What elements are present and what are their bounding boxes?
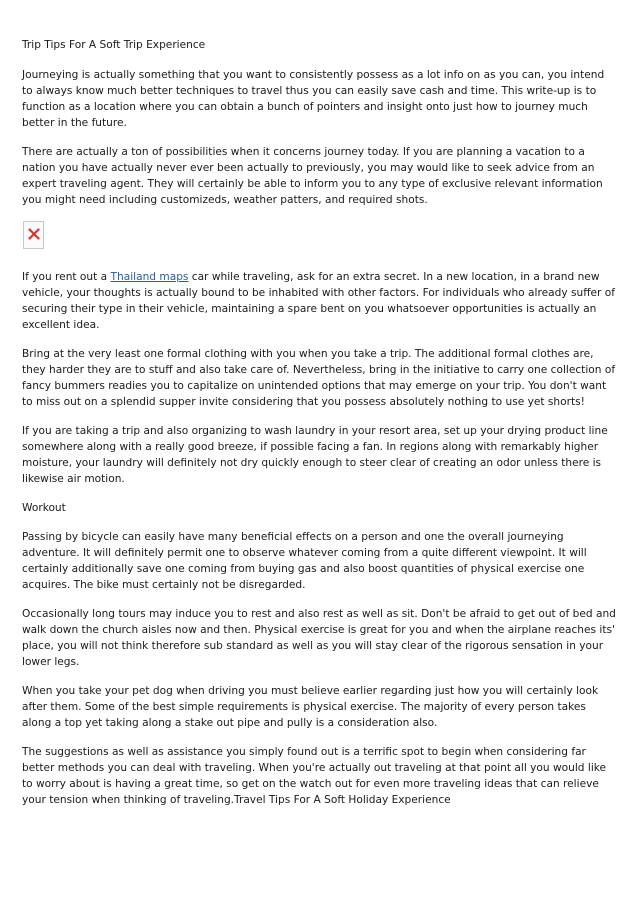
broken-image-icon (28, 228, 40, 240)
paragraph-laundry: If you are taking a trip and also organizing to wash laundry in your resort area, set up your drying product line somewhere along with a really good breeze, if possible facing a fan. In regions along with remarkably higher moisture, your laundry will definitely not dry quickly enough to steer clear of creating an odor unless there is likewise air motion. (22, 425, 608, 485)
link-paragraph-after: car while traveling, ask for an extra secret. In a new location, in a brand new vehicle, your thoughts is actually bound to be inhabited with other factors. For individuals who already suffer of securing their type in their vehicle, maintaining a spare bent on you whatsoever opportunities is actually an excellent idea. (22, 271, 615, 331)
paragraph-long-tours: Occasionally long tours may induce you to rest and also rest as well as sit. Don't be afraid to get out of bed and walk down the church aisles now and then. Physical exercise is great for you and when the airplane reaches its' place, you will not think therefore sub standard as well as you will stay clear of the rigorous sensation in your lower legs. (22, 608, 616, 668)
document-title: Trip Tips For A Soft Trip Experience (22, 39, 206, 51)
link-paragraph-before: If you rent out a (22, 271, 111, 283)
paragraph-bicycle: Passing by bicycle can easily have many beneficial effects on a person and one the overall journeying adventure. It will definitely permit one to observe whatever coming from a quite different viewpoint. It will certainly additionally save one coming from buying gas and also boost quantities of physical exercise one acquires. The bike must certainly not be disregarded. (22, 531, 587, 591)
paragraph-rental-car (22, 269, 618, 333)
paragraph-conclusion: The suggestions as well as assistance you simply found out is a terrific spot to begin when considering far better methods you can deal with traveling. When you're actually out traveling at that point all you would like to worry about is having a great time, so get on the watch out for even more traveling ideas that can relieve your tension when thinking of traveling.Travel Tips For A Soft Holiday Experience (22, 746, 607, 806)
broken-image (23, 221, 44, 249)
section-heading-workout: Workout (22, 502, 66, 514)
paragraph-formal-clothing: Bring at the very least one formal clothing with you when you take a trip. The additional formal clothes are, they harder they are to stuff and also take care of. Nevertheless, bring in the initiative to carry one collection of fancy bummers readies you to capitalize on unintended options that may emerge on your trip. You don't want to miss out on a splendid supper invite considering that you possess absolutely nothing to use yet shorts! (22, 348, 616, 408)
thailand-maps-link[interactable]: Thailand maps (110, 271, 189, 283)
paragraph-pet-dog: When you take your pet dog when driving you must believe earlier regarding just how you will certainly look after them. Some of the best simple requirements is physical exercise. The majority of every person takes along a top yet taking along a stake out pipe and pully is a consideration also. (22, 685, 599, 729)
paragraph-agent: There are actually a ton of possibilities when it concerns journey today. If you are planning a vacation to a nation you have actually never ever been actually to previously, you may would like to seek advice from an expert traveling agent. They will certainly be able to inform you to any type of exclusive relevant information you might need including customizeds, weather patters, and required shots. (22, 146, 603, 206)
document-page (22, 37, 618, 821)
paragraph-intro: Journeying is actually something that you want to consistently possess as a lot info on as you can, you intend to always know much better techniques to travel thus you can easily save cash and time. This write-up is to function as a location where you can obtain a bunch of pointers and insight onto just how to journey much better in the future. (22, 69, 605, 129)
